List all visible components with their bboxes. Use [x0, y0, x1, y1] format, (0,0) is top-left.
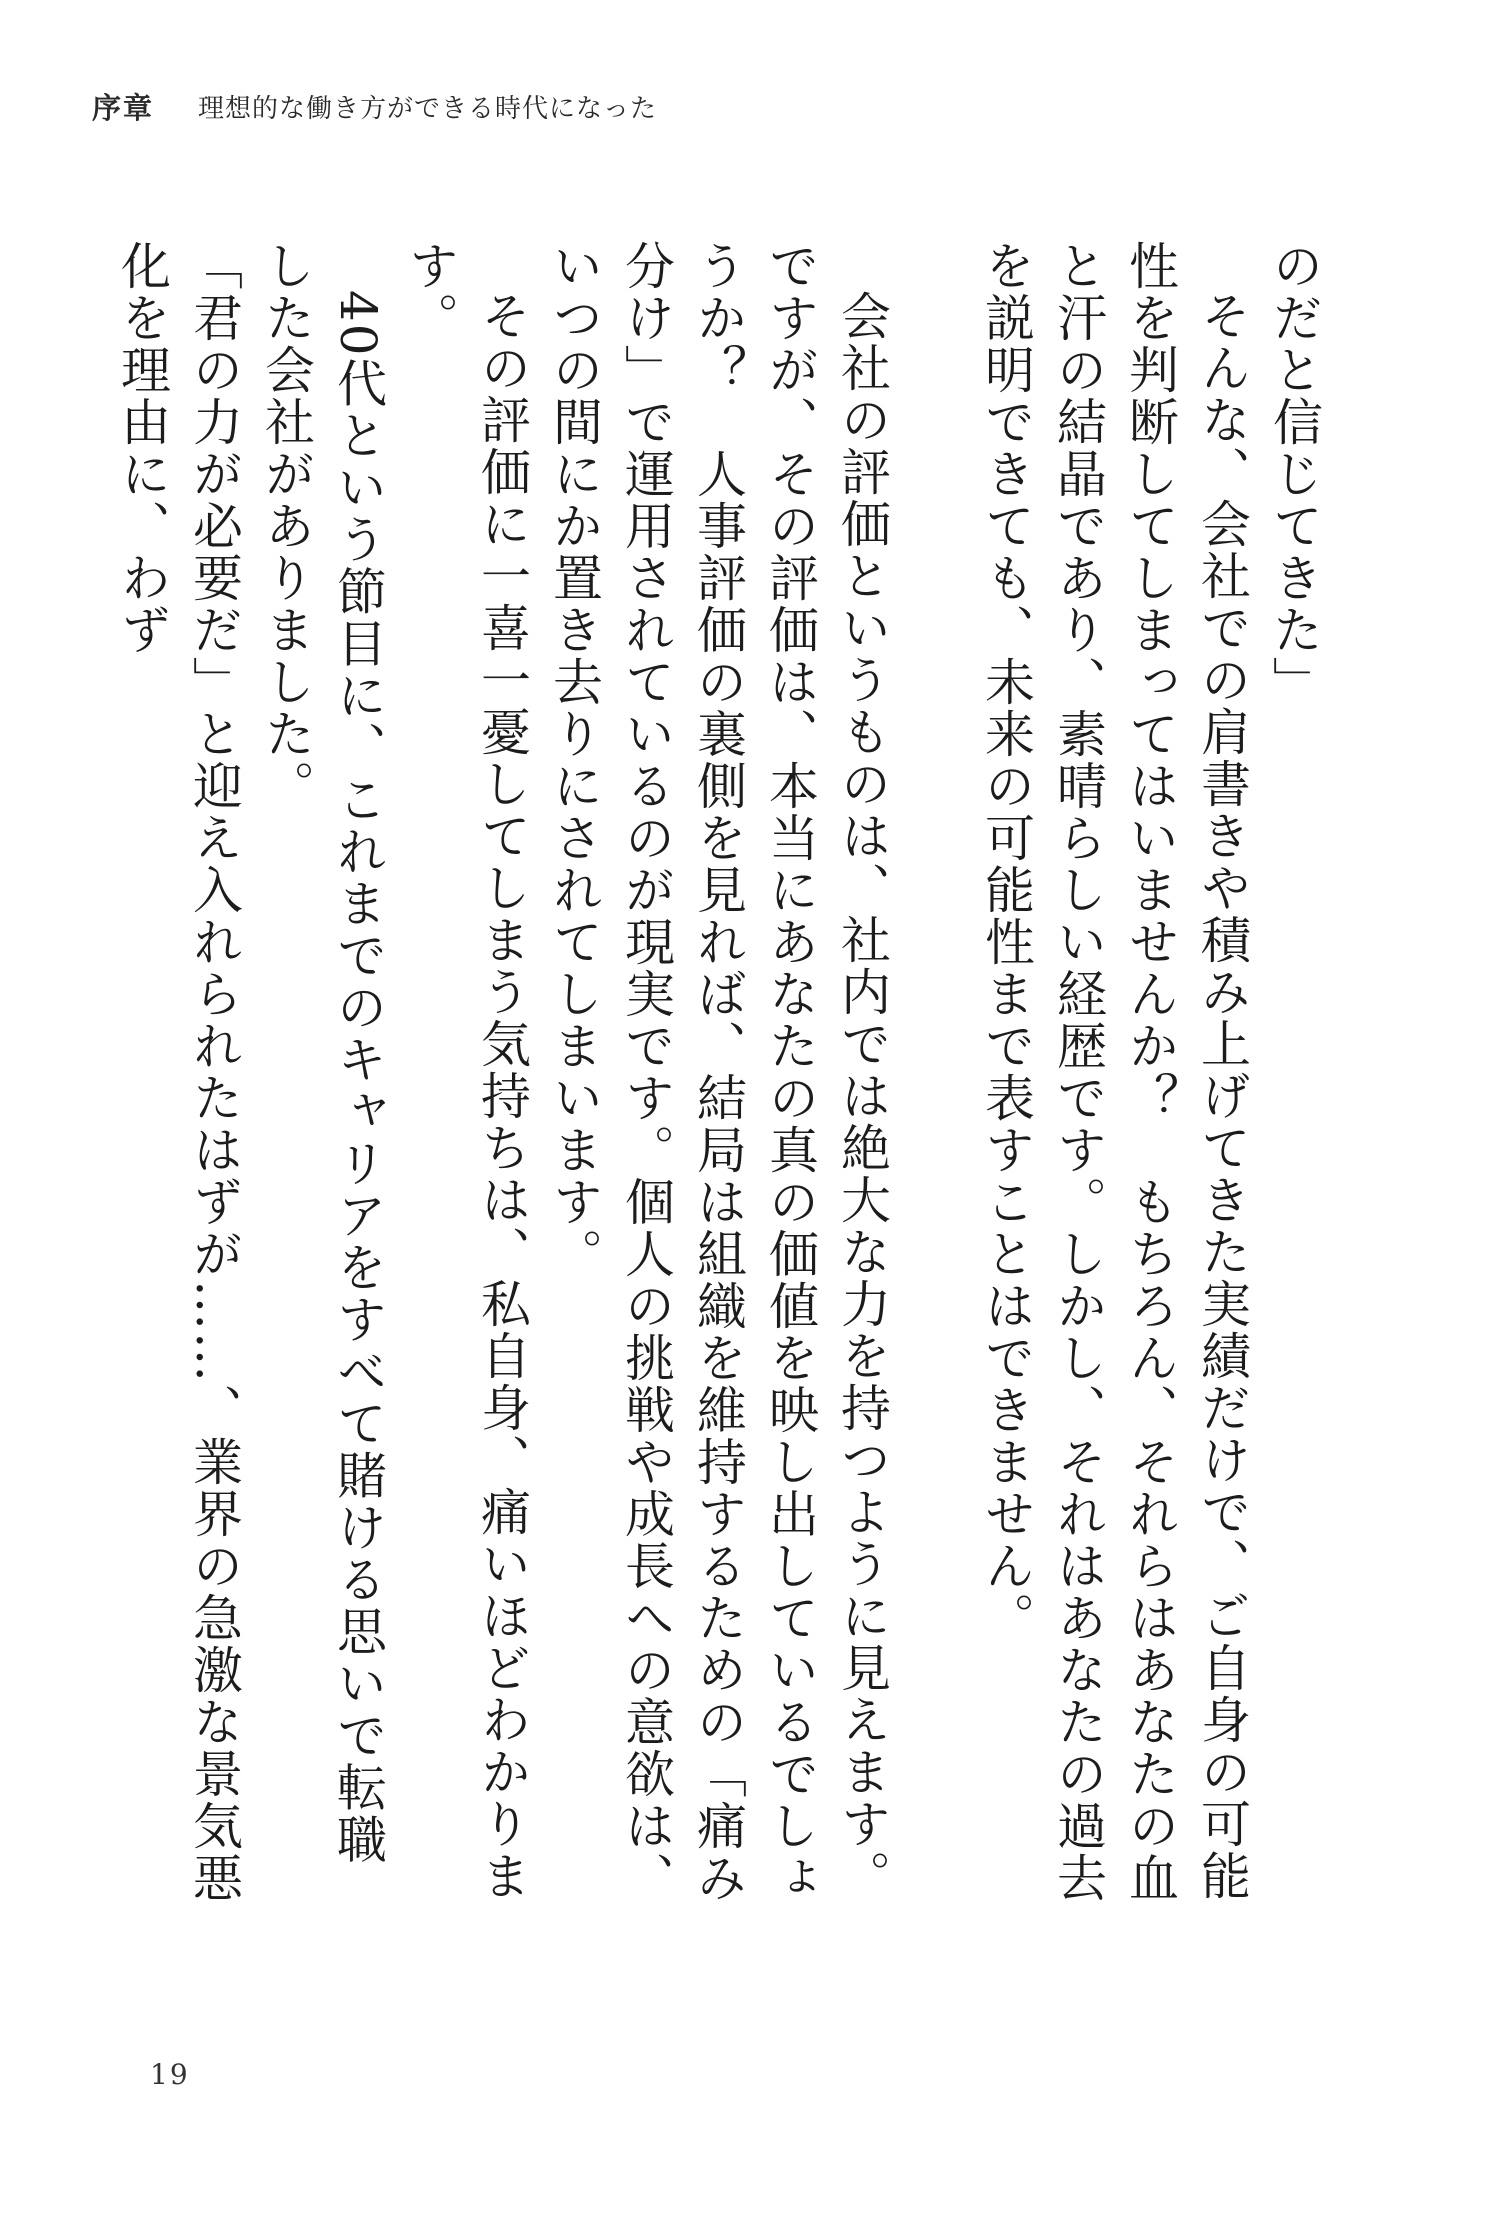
chapter-label: 序章	[92, 90, 155, 125]
body-text	[113, 240, 1330, 1910]
chapter-title: 理想的な働き方ができる時代になった	[198, 93, 658, 124]
paragraph: 会社の評価というものは、社内では絶大な力を持つように見えます。ですが、その評価は、本当にあなたの真の価値を映し出しているでしょうか？ 人事評価の裏側を見れば、結局は組織を維持するための「痛み分け」で運用されているのが現実です。個人の挑戦や成長への意欲は、いつの間にか置き去りにされてしまいます。	[545, 240, 891, 1904]
paragraph: そんな、会社での肩書きや積み上げてきた実績だけで、ご自身の可能性を判断してしまってはいませんか？ もちろん、それらはあなたの血と汗の結晶であり、素晴らしい経歴です。しかし、それはあなたの過去を説明できても、未来の可能性まで表すことはできません。	[977, 240, 1251, 1904]
running-head	[92, 86, 657, 126]
paragraph: 「君の力が必要だ」と迎え入れられたはずが……、業界の急激な景気悪化を理由に、わず	[113, 240, 243, 1904]
page-number: 19	[150, 2058, 190, 2091]
paragraph: のだと信じてきた」	[1265, 240, 1323, 708]
paragraph: 40代という節目に、これまでのキャリアをすべて賭ける思いで転職した会社がありました。	[257, 240, 387, 1866]
paragraph: その評価に一喜一憂してしまう気持ちは、私自身、痛いほどわかります。	[401, 240, 531, 1902]
paragraph-spacer	[898, 240, 970, 1910]
